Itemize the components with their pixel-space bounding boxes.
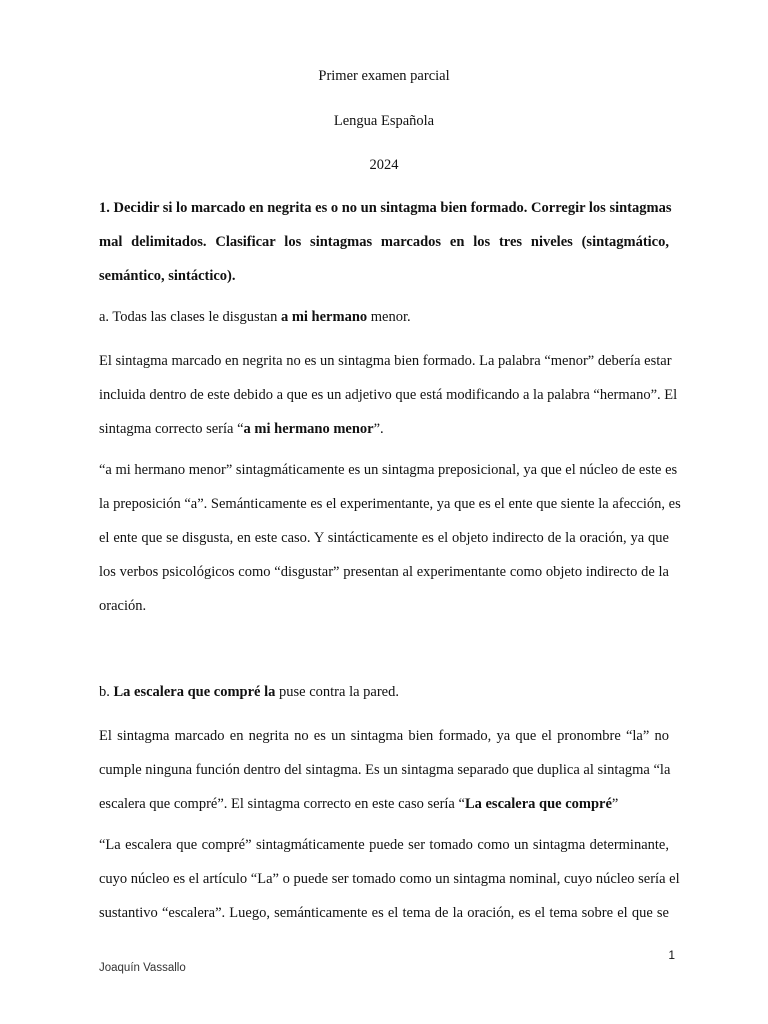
item-a-sentence: a. Todas las clases le disgustan a mi hermano menor. [99, 309, 411, 325]
item-a-paragraph-2: “a mi hermano menor” sintagmáticamente es un sintagma preposicional, ya que el núcleo de este es la preposición “a”. Semánticamente es el experimentante, ya que es el ente que siente la afección, es el ente que se disgusta, en este caso. Y sintácticamente es el objeto indirecto de la oración, ya que los verbos psicológicos como “disgustar” presentan al experimentante como objeto indirecto de la oración. [99, 462, 681, 614]
footer-author: Joaquín Vassallo [99, 962, 186, 974]
item-b-paragraph-2: “La escalera que compré” sintagmáticamente puede ser tomado como un sintagma determinante, cuyo núcleo es el artículo “La” o puede ser tomado como un sintagma nominal, cuyo núcleo sería el sustantivo “escalera”. Luego, semánticamente es el tema de la oración, es el tema sobre el que se [99, 837, 680, 921]
course-name: Lengua Española [333, 113, 435, 129]
question-heading-line: 1. Decidir si lo marcado en negrita es o no un sintagma bien formado. Corregir los sintagmas [99, 200, 672, 216]
item-b-corrected-phrase: La escalera que compré [464, 796, 612, 812]
exam-title: Primer examen parcial [318, 68, 450, 84]
page-number: 1 [668, 948, 675, 962]
item-a-paragraph-1: El sintagma marcado en negrita no es un sintagma bien formado. La palabra “menor” debería estar incluida dentro de este debido a que es un adjetivo que está modificando a la palabra “hermano”. El sintagma correcto sería “a mi hermano menor”. [99, 353, 678, 437]
item-b-sentence: b. La escalera que compré la puse contra la pared. [99, 684, 399, 700]
exam-year: 2024 [369, 157, 399, 173]
item-a-marked-phrase: a mi hermano [280, 309, 368, 325]
question-heading-line: mal delimitados. Clasificar los sintagmas marcados en los tres niveles (sintagmático, [99, 234, 669, 250]
question-heading-line: semántico, sintáctico). [99, 268, 236, 284]
item-b-paragraph-1: El sintagma marcado en negrita no es un sintagma bien formado, ya que el pronombre “la” no cumple ninguna función dentro del sintagma. Es un sintagma separado que duplica al sintagma “la escalera que compré”. El sintagma correcto en este caso sería “La escalera que compré” [99, 728, 671, 812]
question-heading [99, 197, 672, 299]
item-b-marked-phrase: La escalera que compré la [113, 684, 276, 700]
item-a-corrected-phrase: a mi hermano menor [243, 421, 374, 437]
